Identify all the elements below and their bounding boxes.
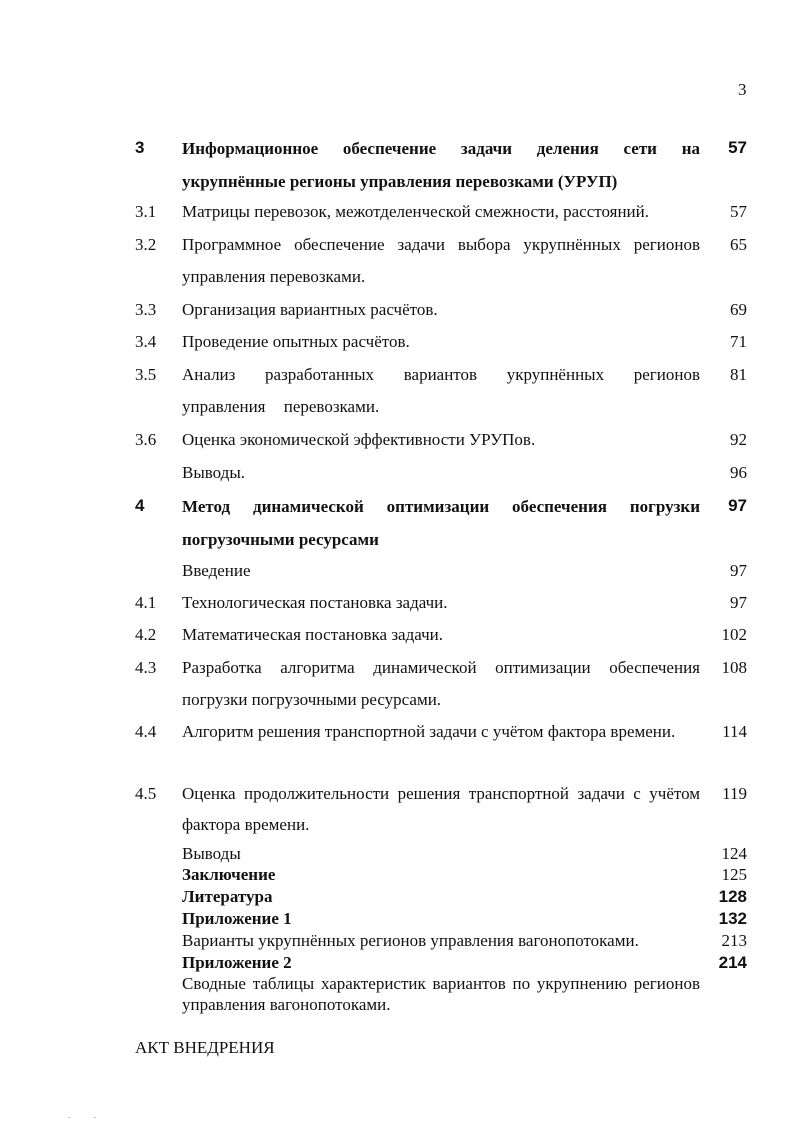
toc-entry-number: 3 xyxy=(135,138,145,157)
toc-entry-number: 4.4 xyxy=(135,722,157,741)
toc-entry-page: 57 xyxy=(728,138,747,157)
toc-entry-title: Математическая постановка задачи. xyxy=(182,625,443,644)
toc-entry-page: 128 xyxy=(718,887,747,906)
toc-entry-title: Организация вариантных расчётов. xyxy=(182,300,438,319)
toc-entry-page: 119 xyxy=(722,784,747,803)
toc-entry-page: 69 xyxy=(730,300,747,319)
toc-entry-page: 114 xyxy=(722,722,747,741)
toc-entry-title: Оценка экономической эффективности УРУПов. xyxy=(182,430,536,449)
toc-entry-page: 92 xyxy=(730,430,747,449)
toc-entry-title: Сводные таблицы характеристик вариантов по укрупнению регионов управления вагонопотоками. xyxy=(182,974,700,1014)
toc-entry-page: 97 xyxy=(730,593,747,612)
act-of-implementation: АКТ ВНЕДРЕНИЯ xyxy=(135,1038,275,1057)
toc-entry-number: 4 xyxy=(135,496,145,515)
toc-entry-page: 213 xyxy=(721,931,747,950)
toc-entry-number: 3.1 xyxy=(135,202,157,221)
toc-entry-page: 124 xyxy=(721,844,747,863)
toc-entry-title: Метод динамической оптимизации обеспечения погрузки погрузочными ресурсами xyxy=(182,497,700,549)
toc-entry-title: Заключение xyxy=(182,865,276,884)
toc-entry-page: 102 xyxy=(721,625,747,644)
toc-entry-number: 4.2 xyxy=(135,625,157,644)
scan-speck xyxy=(94,1117,96,1118)
toc-entry-page: 97 xyxy=(730,561,747,580)
toc-entry-title: Оценка продолжительности решения транспортной задачи с учётом фактора времени. xyxy=(182,784,700,834)
toc-entry-title: Технологическая постановка задачи. xyxy=(182,593,448,612)
toc-entry-title: Проведение опытных расчётов. xyxy=(182,332,410,351)
toc-entry-page: 57 xyxy=(730,202,747,221)
toc-entry-page: 125 xyxy=(721,865,747,884)
toc-entry-title: Литература xyxy=(182,887,273,906)
toc-entry-title: Матрицы перевозок, межотделенческой смежности, расстояний. xyxy=(182,202,650,221)
toc-entry-title: Выводы. xyxy=(182,463,246,482)
toc-entry-number: 3.6 xyxy=(135,430,157,449)
toc-entry-title: Приложение 2 xyxy=(182,953,292,972)
toc-entry-title: Алгоритм решения транспортной задачи с учётом фактора времени. xyxy=(182,722,676,741)
toc-entry-page: 97 xyxy=(728,496,747,515)
toc-entry-title: Программное обеспечение задачи выбора укрупнённых регионов управления перевозками. xyxy=(182,235,700,286)
scan-speck xyxy=(68,1117,70,1118)
toc-entry-number: 4.5 xyxy=(135,784,157,803)
toc-entry-page: 108 xyxy=(721,658,747,677)
toc-entry-number: 4.3 xyxy=(135,658,157,677)
toc-entry-title: Выводы xyxy=(182,844,241,863)
toc-entry-title: Разработка алгоритма динамической оптимизации обеспечения погрузки погрузочными ресурсами. xyxy=(182,658,700,709)
page-number: 3 xyxy=(738,80,747,99)
toc-entry-title: Варианты укрупнённых регионов управления вагонопотоками. xyxy=(182,931,639,950)
toc-entry-title: Информационное обеспечение задачи деления сети на укрупнённые регионы управления перевозками (УРУП) xyxy=(182,139,700,191)
toc-entry-title: Приложение 1 xyxy=(182,909,292,928)
toc-entry-page: 71 xyxy=(730,332,747,351)
toc-entry-page: 96 xyxy=(730,463,747,482)
toc-entry-title: Анализ разработанных вариантов укрупнённых регионов управления перевозками. xyxy=(182,365,700,416)
toc-entry-title: Введение xyxy=(182,561,251,580)
toc-entry-number: 4.1 xyxy=(135,593,157,612)
toc-entry-number: 3.3 xyxy=(135,300,157,319)
toc-entry-page: 214 xyxy=(718,953,747,972)
toc-entry-page: 132 xyxy=(718,909,747,928)
toc-entry-page: 81 xyxy=(730,365,747,384)
toc-entry-number: 3.2 xyxy=(135,235,157,254)
toc-entry-page: 65 xyxy=(730,235,747,254)
toc-entry-number: 3.5 xyxy=(135,365,157,384)
toc-entry-number: 3.4 xyxy=(135,332,157,351)
